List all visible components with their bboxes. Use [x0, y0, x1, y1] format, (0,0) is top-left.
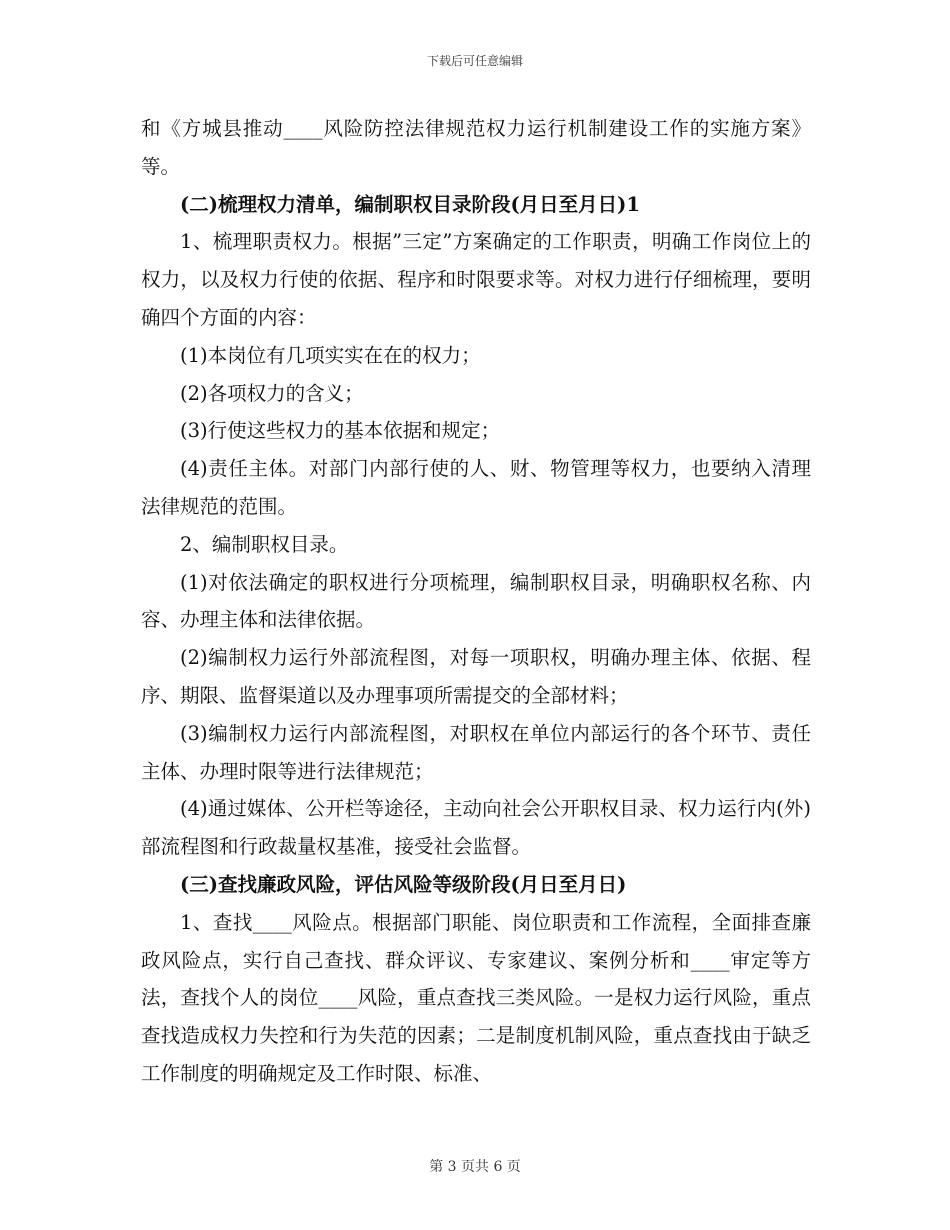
document-body — [141, 110, 811, 1093]
section-heading-2: (二)梳理权力清单，编制职权目录阶段(月日至月日)1 — [180, 192, 640, 216]
paragraph: 2、编制职权目录。 — [180, 532, 349, 556]
list-item: (3)编制权力运行内部流程图，对职权在单位内部运行的各个环节、责任主体、办理时限等进行法律规范； — [141, 721, 811, 783]
list-item: (3)行使这些权力的基本依据和规定； — [180, 419, 501, 443]
page-header: 下载后可任意编辑 — [426, 54, 523, 68]
list-item: (2)各项权力的含义； — [180, 381, 364, 405]
list-item: (1)本岗位有几项实实在在的权力； — [180, 343, 481, 367]
paragraph: 1、梳理职责权力。根据”三定”方案确定的工作职责，明确工作岗位上的权力，以及权力行使的依据、程序和时限要求等。对权力进行仔细梳理，要明确四个方面的内容： — [141, 230, 811, 329]
list-item: (2)编制权力运行外部流程图，对每一项职权，明确办理主体、依据、程序、期限、监督渠道以及办理事项所需提交的全部材料； — [141, 646, 811, 707]
list-item: (4)责任主体。对部门内部行使的人、财、物管理等权力，也要纳入清理法律规范的范围。 — [141, 457, 811, 518]
section-heading-3: (三)查找廉政风险，评估风险等级阶段(月日至月日) — [180, 872, 627, 896]
paragraph-continuation: 和《方城县推动____风险防控法律规范权力运行机制建设工作的实施方案》等。 — [141, 117, 811, 178]
paragraph: 1、查找____风险点。根据部门职能、岗位职责和工作流程，全面排查廉政风险点，实行自己查找、群众评议、专家建议、案例分析和____审定等方法，查找个人的岗位____风险，重点查找三类风险。一是权力运行风险，重点查找造成权力失控和行为失范的因素；二是制度机制风险，重点查找由于缺乏工作制度的明确规定及工作时限、标准、 — [141, 910, 811, 1085]
page-footer: 第 3 页共 6 页 — [429, 1159, 521, 1175]
list-item: (1)对依法确定的职权进行分项梳理，编制职权目录，明确职权名称、内容、办理主体和法律依据。 — [141, 570, 811, 632]
list-item: (4)通过媒体、公开栏等途径，主动向社会公开职权目录、权力运行内(外)部流程图和行政裁量权基准，接受社会监督。 — [141, 797, 811, 859]
